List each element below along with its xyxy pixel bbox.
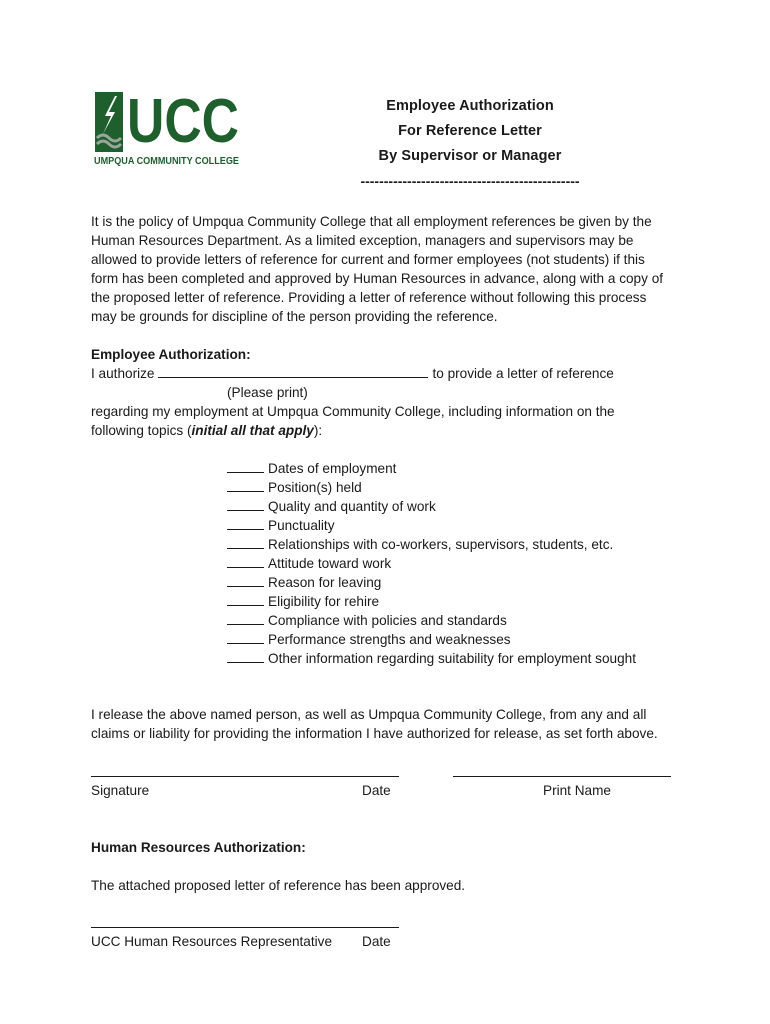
regarding-line-1: regarding my employment at Umpqua Community College, including information on the xyxy=(91,404,615,419)
topic-label: Other information regarding suitability for employment sought xyxy=(268,651,636,666)
title-line-2: For Reference Letter xyxy=(398,123,542,139)
title-line-1: Employee Authorization xyxy=(386,98,554,114)
policy-line: the proposed letter of reference. Providing a letter of reference without following this process xyxy=(91,290,647,305)
print-name-line[interactable] xyxy=(453,776,671,777)
hr-authorization-heading: Human Resources Authorization: xyxy=(91,840,306,855)
ucc-logo xyxy=(93,88,243,168)
topic-label: Compliance with policies and standards xyxy=(268,613,507,628)
initial-blank[interactable] xyxy=(227,631,264,644)
employee-authorization-heading: Employee Authorization: xyxy=(91,347,251,362)
hr-rep-label: UCC Human Resources Representative xyxy=(91,934,333,949)
topic-label: Reason for leaving xyxy=(268,575,382,590)
topic-label: Relationships with co-workers, supervisors, students, etc. xyxy=(268,537,614,552)
initial-blank[interactable] xyxy=(227,517,264,530)
topic-label: Eligibility for rehire xyxy=(268,594,380,609)
topic-label: Dates of employment xyxy=(268,461,397,476)
policy-line: It is the policy of Umpqua Community College that all employment references be given by the xyxy=(91,214,652,229)
topic-label: Performance strengths and weaknesses xyxy=(268,632,511,647)
initial-blank[interactable] xyxy=(227,460,264,473)
initial-blank[interactable] xyxy=(227,574,264,587)
logo-initials: UCC xyxy=(127,87,239,156)
hr-signature-line[interactable] xyxy=(91,927,399,928)
regarding-emphasis: initial all that apply xyxy=(191,423,314,438)
topic-item xyxy=(227,478,687,497)
signature-label: Signature xyxy=(91,783,150,798)
topic-item xyxy=(227,611,687,630)
release-line: claims or liability for providing the information I have authorized for release, as set forth above. xyxy=(91,726,658,741)
regarding-suffix: ): xyxy=(313,423,323,438)
regarding-line-2 xyxy=(91,421,691,440)
topic-item xyxy=(227,459,687,478)
topics-list xyxy=(227,459,687,668)
topic-item xyxy=(227,497,687,516)
topic-item xyxy=(227,535,687,554)
topic-item xyxy=(227,592,687,611)
policy-line: Human Resources Department. As a limited exception, managers and supervisors may be xyxy=(91,233,634,248)
title-divider: ----------------------------------------------- xyxy=(360,173,580,189)
please-print-hint: (Please print) xyxy=(227,385,308,400)
topic-label: Quality and quantity of work xyxy=(268,499,436,514)
hr-date-label: Date xyxy=(362,934,391,949)
hr-approved-text: The attached proposed letter of reference has been approved. xyxy=(91,878,466,893)
topic-item xyxy=(227,649,687,668)
authorized-person-name-field[interactable] xyxy=(158,364,428,378)
topic-item xyxy=(227,554,687,573)
signature-date-line[interactable] xyxy=(91,776,399,777)
initial-blank[interactable] xyxy=(227,536,264,549)
initial-blank[interactable] xyxy=(227,498,264,511)
policy-paragraph xyxy=(91,212,691,326)
initial-blank[interactable] xyxy=(227,479,264,492)
topic-label: Punctuality xyxy=(268,518,335,533)
topic-item xyxy=(227,630,687,649)
initial-blank[interactable] xyxy=(227,555,264,568)
signature-date-label: Date xyxy=(362,783,391,798)
print-name-label: Print Name xyxy=(543,783,611,798)
initial-blank[interactable] xyxy=(227,593,264,606)
policy-line: allowed to provide letters of reference for current and former employees (not students) if this xyxy=(91,252,645,267)
lightning-tree-icon xyxy=(95,92,123,152)
topic-label: Position(s) held xyxy=(268,480,362,495)
topic-item xyxy=(227,573,687,592)
authorize-line xyxy=(91,364,691,383)
initial-blank[interactable] xyxy=(227,650,264,663)
release-paragraph xyxy=(91,705,691,743)
ucc-logo-graphic xyxy=(93,88,243,168)
policy-line: may be grounds for discipline of the person providing the reference. xyxy=(91,309,498,324)
logo-college-name: UMPQUA COMMUNITY COLLEGE xyxy=(94,155,239,167)
topic-item xyxy=(227,516,687,535)
release-line: I release the above named person, as well as Umpqua Community College, from any and all xyxy=(91,707,647,722)
topic-label: Attitude toward work xyxy=(268,556,392,571)
initial-blank[interactable] xyxy=(227,612,264,625)
regarding-prefix: following topics ( xyxy=(91,423,192,438)
authorize-prefix: I authorize xyxy=(91,366,155,381)
authorize-suffix: to provide a letter of reference xyxy=(432,366,614,381)
policy-line: form has been completed and approved by Human Resources in advance, along with a copy of xyxy=(91,271,664,286)
title-line-3: By Supervisor or Manager xyxy=(378,148,562,164)
